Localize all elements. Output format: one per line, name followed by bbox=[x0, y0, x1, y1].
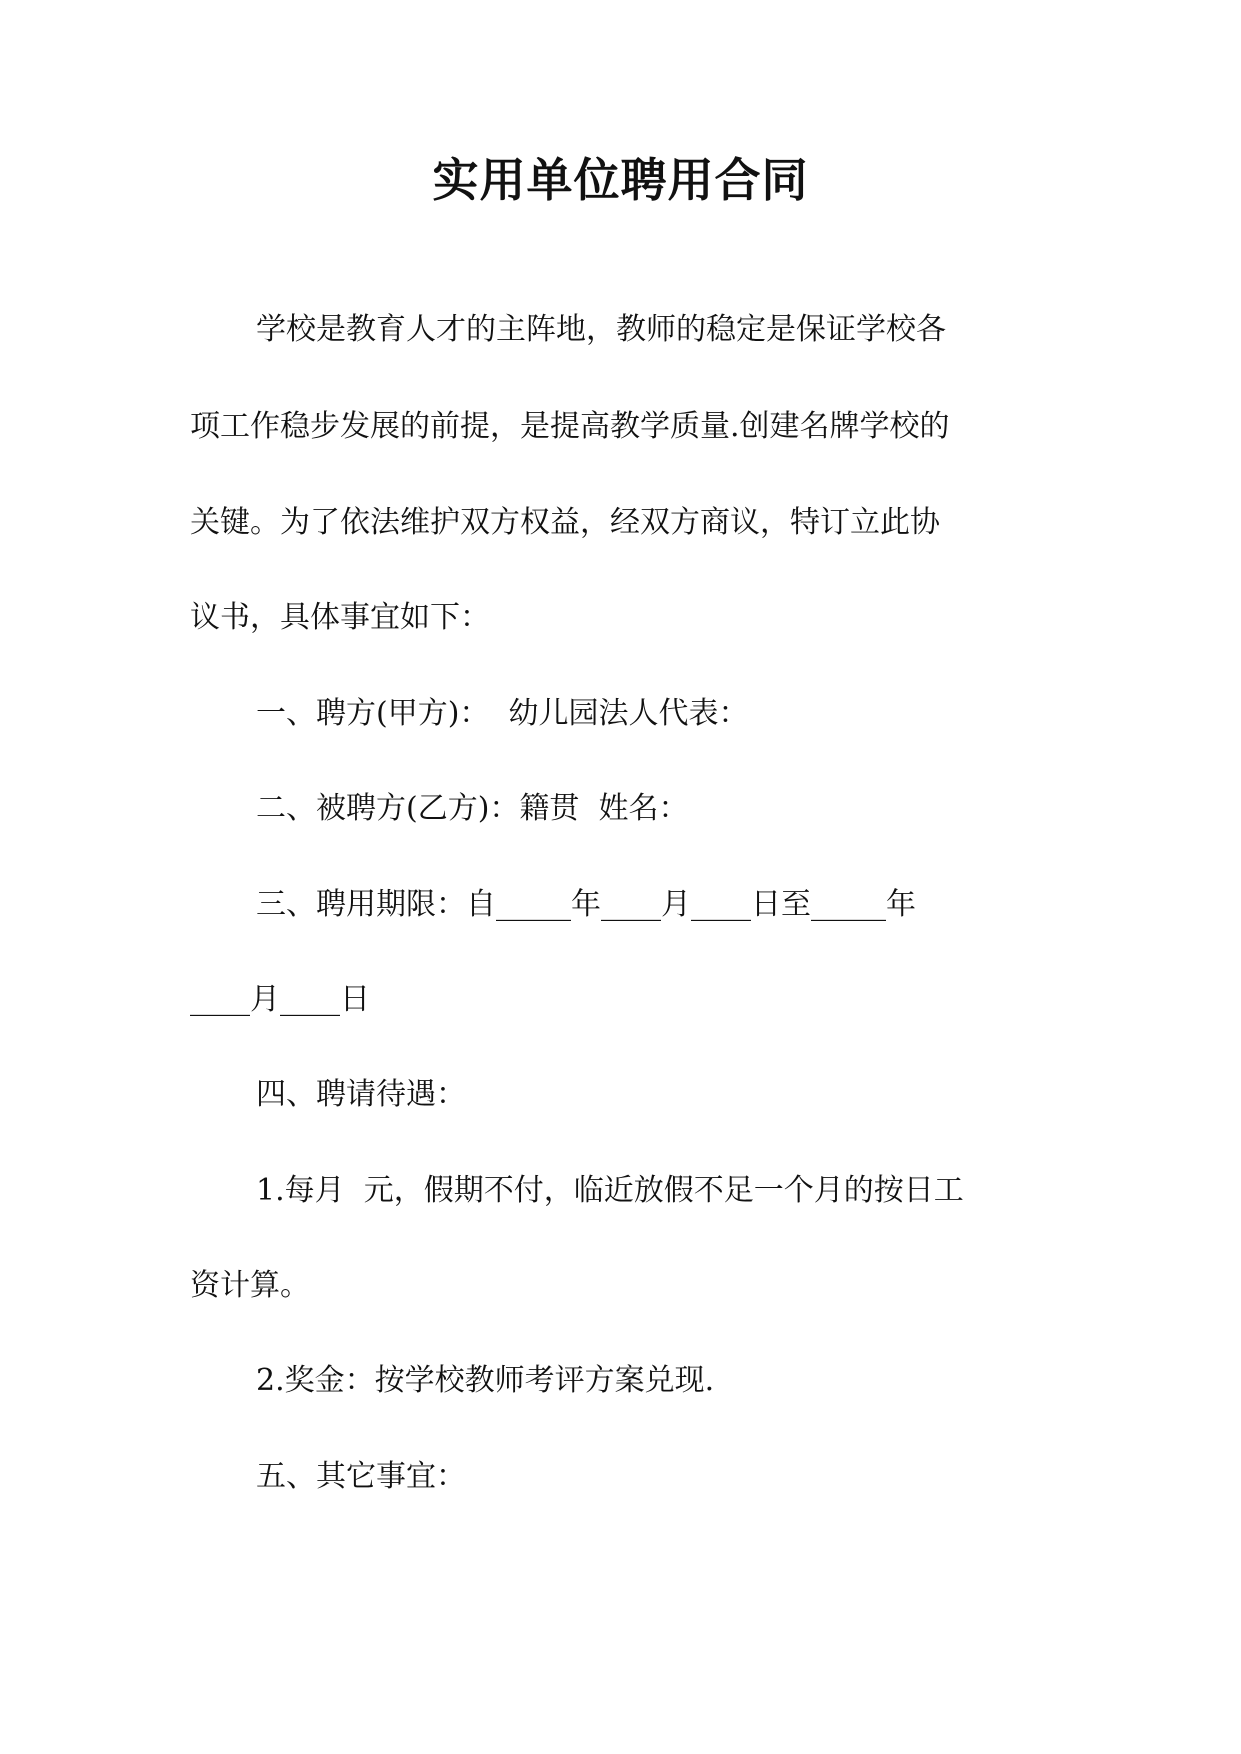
clause-term: 三、聘用期限：自_____年____月____日至_____年 bbox=[256, 887, 916, 922]
paragraph-line: 项工作稳步发展的前提，是提高教学质量.创建名牌学校的 bbox=[190, 409, 950, 444]
clause-employee: 二、被聘方(乙方)：籍贯 姓名： bbox=[256, 791, 689, 826]
clause-bonus: 2.奖金：按学校教师考评方案兑现. bbox=[256, 1363, 715, 1398]
clause-employer: 一、聘方(甲方)： 幼儿园法人代表： bbox=[256, 696, 749, 731]
clause-term-continued: ____月____日 bbox=[190, 982, 370, 1017]
paragraph-line: 关键。为了依法维护双方权益，经双方商议，特订立此协 bbox=[190, 505, 940, 540]
document-title: 实用单位聘用合同 bbox=[432, 153, 809, 207]
clause-salary: 1.每月 元，假期不付，临近放假不足一个月的按日工 bbox=[256, 1173, 964, 1208]
clause-other-matters: 五、其它事宜： bbox=[256, 1459, 466, 1494]
clause-compensation: 四、聘请待遇： bbox=[256, 1077, 466, 1112]
paragraph-line: 学校是教育人才的主阵地，教师的稳定是保证学校各 bbox=[256, 312, 946, 347]
clause-salary-continued: 资计算。 bbox=[190, 1268, 310, 1303]
paragraph-line: 议书，具体事宜如下： bbox=[190, 600, 490, 635]
